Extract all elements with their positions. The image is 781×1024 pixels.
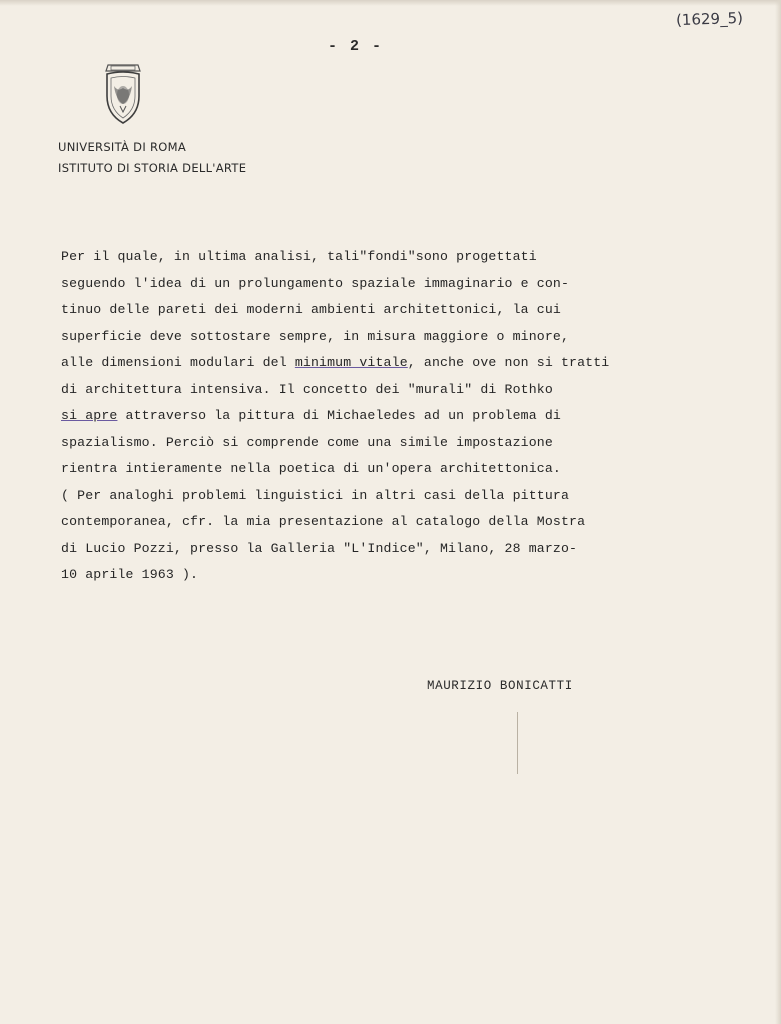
- author-signature: MAURIZIO BONICATTI: [427, 679, 573, 693]
- text-line: [61, 403, 701, 430]
- text-line: ( Per analoghi problemi linguistici in altri casi della pittura: [61, 487, 570, 503]
- university-name: UNIVERSITÀ DI ROMA: [58, 140, 187, 154]
- text-line: Per il quale, in ultima analisi, tali"fondi"sono progettati: [61, 249, 537, 264]
- institute-name: ISTITUTO DI STORIA DELL'ARTE: [58, 161, 247, 175]
- text-line: spazialismo. Perciò si comprende come una simile impostazione: [61, 434, 553, 450]
- text-line: di Lucio Pozzi, presso la Galleria "L'Indice", Milano, 28 marzo-: [61, 540, 578, 556]
- letterhead: [58, 137, 246, 179]
- text-segment: attraverso la pittura di Michaeledes ad un problema di: [117, 408, 561, 423]
- text-line: 10 aprile 1963 ).: [61, 567, 199, 582]
- text-line: seguendo l'idea di un prolungamento spaziale immaginario e con-: [61, 275, 570, 291]
- underlined-phrase: si apre: [61, 408, 118, 423]
- university-seal-icon: [102, 62, 144, 126]
- archive-reference-handwritten: (1629_5): [675, 8, 744, 30]
- page-edge-right: [775, 0, 781, 1024]
- text-line: rientra intieramente nella poetica di un'opera architettonica.: [61, 461, 561, 476]
- text-line: contemporanea, cfr. la mia presentazione al catalogo della Mostra: [61, 514, 586, 529]
- text-line: superficie deve sottostare sempre, in misura maggiore o minore,: [61, 328, 570, 344]
- text-line: di architettura intensiva. Il concetto dei "murali" di Rothko: [61, 381, 553, 397]
- body-text: [61, 244, 701, 589]
- text-line: tinuo delle pareti dei moderni ambienti architettonici, la cui: [61, 302, 561, 317]
- page-edge-top: [0, 0, 781, 6]
- paper-crease: [517, 712, 518, 774]
- underlined-phrase: minimum vitale: [294, 355, 408, 370]
- text-segment: , anche ove non si tratti: [407, 355, 610, 370]
- text-line: [61, 350, 701, 377]
- page-number: - 2 -: [328, 38, 384, 55]
- text-segment: alle dimensioni modulari del: [61, 355, 295, 370]
